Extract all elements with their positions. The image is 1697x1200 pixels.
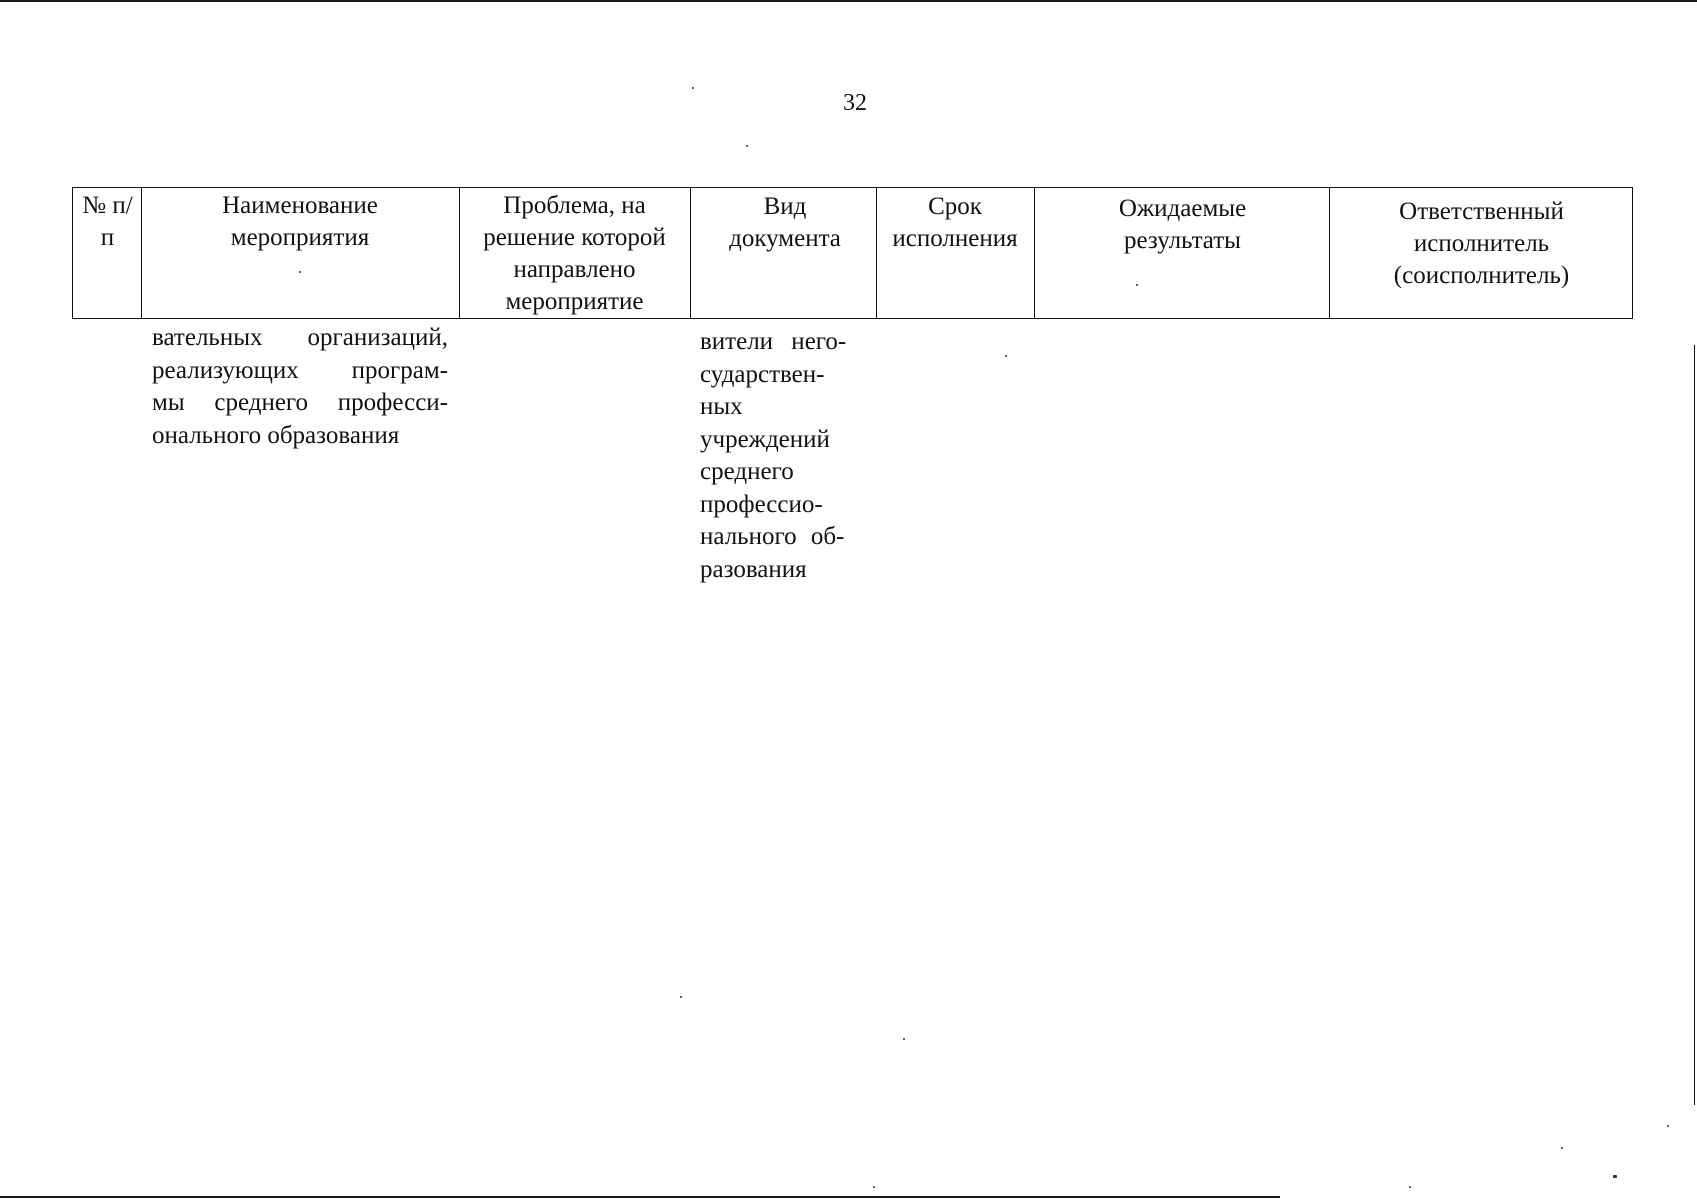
header-document-type: Вид документа bbox=[729, 193, 841, 252]
header-bottom-border bbox=[72, 318, 1632, 319]
column-divider-7 bbox=[1632, 187, 1633, 319]
document-type-line: ных bbox=[700, 393, 743, 420]
scan-speck bbox=[746, 145, 748, 147]
right-margin-rule bbox=[1694, 345, 1695, 1105]
top-scan-rule bbox=[0, 0, 1697, 2]
column-divider-0 bbox=[72, 187, 73, 319]
bottom-scan-rule bbox=[0, 1196, 1280, 1198]
column-divider-6 bbox=[1329, 187, 1330, 319]
scan-speck bbox=[873, 1186, 875, 1188]
scan-speck bbox=[680, 996, 682, 998]
column-divider-2 bbox=[459, 187, 460, 319]
document-type-line: нального об- bbox=[700, 523, 845, 550]
measure-name-line: мы среднего професси- bbox=[152, 389, 448, 416]
scan-speck bbox=[1561, 1147, 1563, 1149]
header-number: № п/п bbox=[82, 192, 133, 251]
header-problem: Проблема, на решение которой направлено мероприятие bbox=[483, 192, 666, 315]
measure-name-continuation bbox=[152, 322, 448, 452]
scan-speck bbox=[692, 87, 694, 89]
document-type-continuation bbox=[700, 326, 870, 586]
column-divider-3 bbox=[690, 187, 691, 319]
column-divider-1 bbox=[141, 187, 142, 319]
document-type-line: сударствен- bbox=[700, 360, 825, 388]
scan-speck bbox=[299, 271, 301, 273]
scan-speck bbox=[1613, 1175, 1617, 1178]
column-divider-5 bbox=[1034, 187, 1035, 319]
scan-speck bbox=[903, 1038, 905, 1040]
document-type-line: профессио- bbox=[700, 490, 823, 518]
document-type-line: среднего bbox=[700, 458, 794, 485]
measure-name-line: онального образования bbox=[152, 421, 400, 449]
header-expected-results: Ожидаемые результаты bbox=[1118, 195, 1247, 254]
document-type-line: вители него- bbox=[700, 328, 847, 355]
header-responsible: Ответственный исполнитель (соисполнитель) bbox=[1393, 198, 1570, 289]
document-type-line: разования bbox=[700, 555, 807, 583]
scan-speck bbox=[1667, 1125, 1669, 1127]
header-top-border bbox=[72, 187, 1632, 188]
scan-speck bbox=[1136, 284, 1138, 286]
measure-name-line: вательных организаций, bbox=[152, 324, 448, 351]
page-number: 32 bbox=[843, 90, 867, 116]
header-deadline: Срок исполнения bbox=[892, 193, 1018, 252]
column-divider-4 bbox=[876, 187, 877, 319]
scan-speck bbox=[1409, 1186, 1411, 1188]
scan-speck bbox=[1005, 355, 1007, 357]
measure-name-line: реализующих програм- bbox=[152, 356, 448, 384]
header-measure-name: Наименование мероприятия bbox=[222, 192, 378, 251]
document-type-line: учреждений bbox=[700, 425, 830, 453]
